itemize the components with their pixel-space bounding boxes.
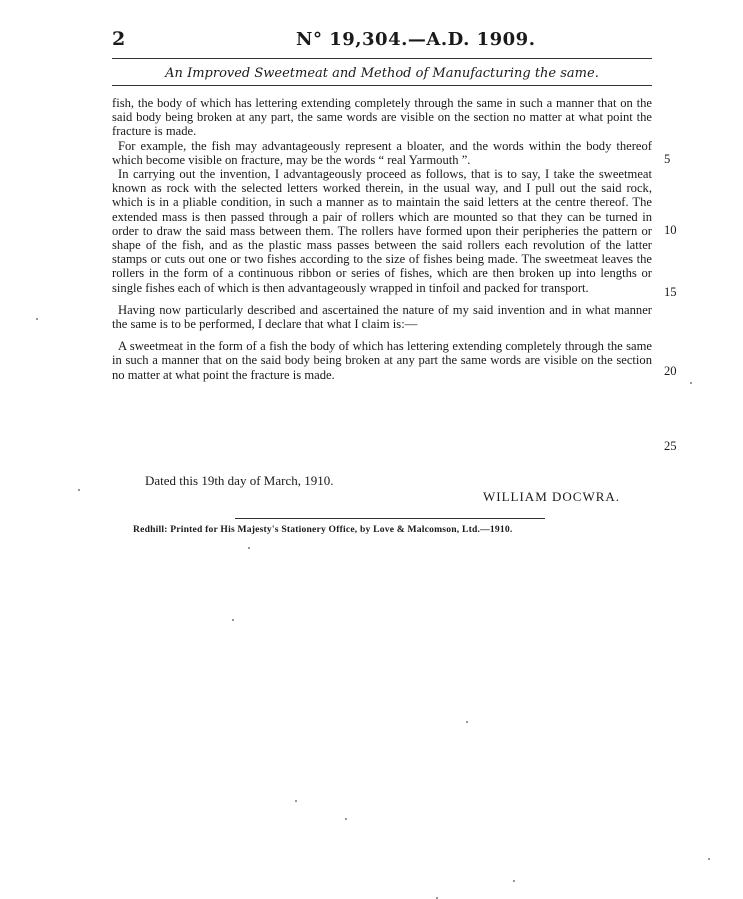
paper-speck xyxy=(708,858,710,860)
paragraph-example: For example, the fish may advantageously represent a bloater, and the words within the body thereof which become visible on fracture, may be the words “ real Yarmouth ”. xyxy=(112,138,652,167)
paper-speck xyxy=(36,318,38,320)
patent-number: N° 19,304.—A.D. 1909. xyxy=(296,29,536,50)
paragraph-continuation: fish, the body of which has lettering extending completely through the same in such a manner that on the said body being broken at any part, the same words are visible on the section no matter at what point the fracture is made. xyxy=(112,96,652,139)
paper-speck xyxy=(232,619,234,621)
page-number: 2 xyxy=(112,28,126,50)
date-line: Dated this 19th day of March, 1910. xyxy=(145,473,334,488)
title-rule xyxy=(112,85,652,86)
paper-speck xyxy=(295,800,297,802)
paragraph-claim: A sweetmeat in the form of a fish the body of which has lettering extending completely through the same in such a manner that on the said body being broken at any part the same words are visible on the section no matter at what point the fracture is made. xyxy=(112,339,652,382)
paper-speck xyxy=(466,721,468,723)
paper-speck xyxy=(345,818,347,820)
paper-speck xyxy=(690,382,692,384)
line-number: 20 xyxy=(664,364,677,378)
paper-speck xyxy=(78,489,80,491)
header-rule xyxy=(112,58,652,59)
line-number: 15 xyxy=(664,285,677,299)
line-number: 5 xyxy=(664,152,671,166)
paper-speck xyxy=(248,547,250,549)
specification-body xyxy=(112,96,652,382)
paragraph-method: In carrying out the invention, I advantageously proceed as follows, that is to say, I take the sweetmeat known as rock with the selected letters worked therein, in the usual way, and I pull out the said rock, which is in a pliable condition, in such a manner as to maintain the said letters at the centre thereof. The extended mass is then passed through a pair of rollers which are mounted so that they can be turned in order to draw the said mass between them. The rollers have formed upon their peripheries the pattern or shape of the fish, and as the plastic mass passes between the said rollers each revolution of the latter stamps or cuts out one or two fishes according to the size of fishes being made. The sweetmeat leaves the rollers in the form of a continuous ribbon or series of fishes, which are then broken up into lengths or single fishes each of which is then advantageously wrapped in tinfoil and packed for transport. xyxy=(112,167,652,295)
line-number: 25 xyxy=(664,439,677,453)
paragraph-declaration: Having now particularly described and ascertained the nature of my said invention and in what manner the same is to be performed, I declare that what I claim is:— xyxy=(112,302,652,332)
printer-imprint: Redhill: Printed for His Majesty's Stationery Office, by Love & Malcomson, Ltd.—1910. xyxy=(133,524,513,535)
running-title: An Improved Sweetmeat and Method of Manufacturing the same. xyxy=(165,66,599,81)
signature: WILLIAM DOCWRA. xyxy=(483,489,621,504)
footer-rule xyxy=(235,518,545,519)
paper-speck xyxy=(513,880,515,882)
line-number: 10 xyxy=(664,223,677,237)
